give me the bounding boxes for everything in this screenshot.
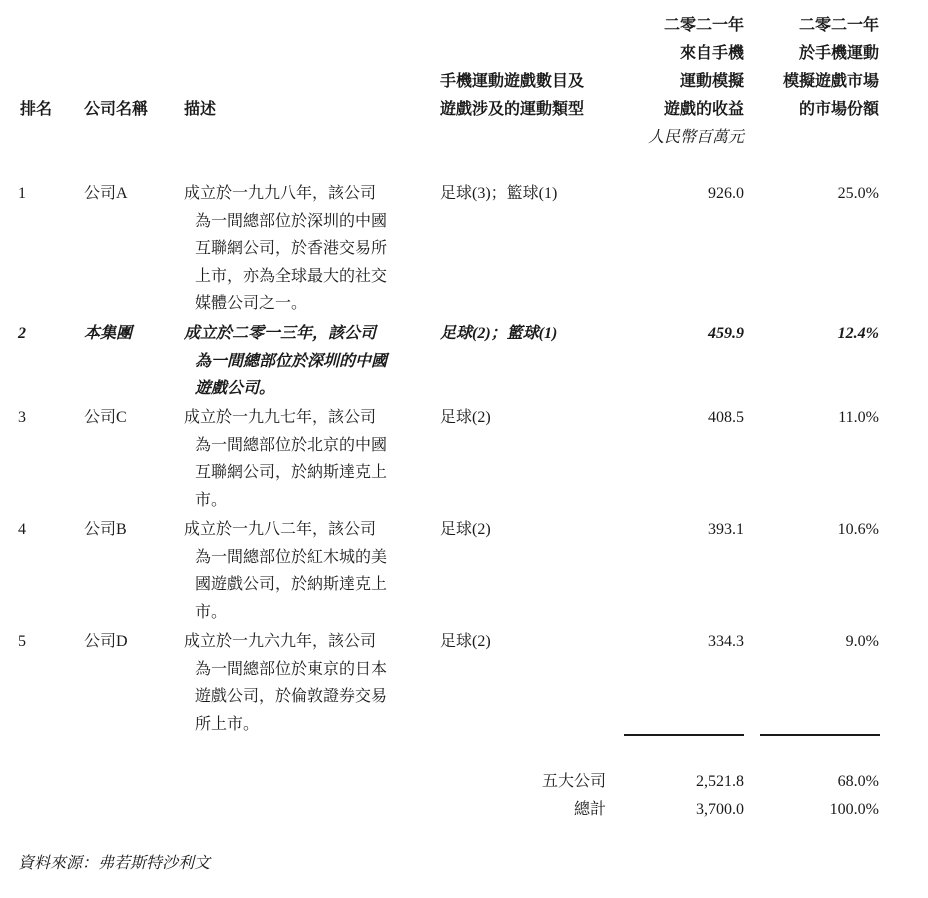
revenue-cell: 334.3	[708, 633, 744, 650]
games-cell: 足球(2)	[440, 633, 491, 650]
revenue-cell: 926.0	[708, 185, 744, 202]
description-line: 互聯網公司，於納斯達克上	[195, 464, 388, 481]
description-line: 所上市。	[195, 715, 260, 733]
totals-share: 100.0%	[829, 801, 879, 818]
total-rule-share	[760, 734, 880, 736]
header-revenue-unit: 人民幣百萬元	[647, 129, 744, 146]
share-cell: 12.4%	[837, 325, 879, 342]
company-cell: 公司D	[84, 633, 128, 650]
totals-label: 總計	[573, 801, 606, 818]
totals-revenue: 3,700.0	[696, 801, 744, 818]
games-cell: 足球(2)；籃球(1)	[440, 325, 558, 342]
rank-cell: 4	[18, 521, 26, 538]
share-cell: 9.0%	[845, 633, 879, 650]
description-cell	[184, 320, 434, 403]
description-line: 為一間總部位於深圳的中國	[195, 352, 388, 370]
header-revenue	[648, 12, 744, 152]
description-line: 遊戲公司，於倫敦證券交易	[195, 688, 388, 705]
header-games	[440, 68, 584, 124]
totals-share: 68.0%	[837, 773, 879, 790]
header-description: 描述	[184, 101, 217, 118]
header-revenue-line: 運動模擬	[679, 73, 744, 90]
description-line: 互聯網公司，於香港交易所	[195, 240, 388, 257]
totals-revenue: 2,521.8	[696, 773, 744, 790]
rank-cell: 2	[18, 325, 26, 342]
share-cell: 25.0%	[837, 185, 879, 202]
total-rule-revenue	[624, 734, 744, 736]
share-cell: 11.0%	[838, 409, 879, 426]
description-line: 市。	[195, 491, 228, 509]
rank-cell: 5	[18, 633, 26, 650]
header-share	[783, 12, 879, 124]
description-line: 成立於二零一三年，該公司	[184, 325, 377, 342]
header-share-line: 的市場份額	[798, 101, 879, 118]
revenue-cell: 408.5	[708, 409, 744, 426]
header-company: 公司名稱	[84, 101, 149, 118]
revenue-cell: 393.1	[708, 521, 744, 538]
header-games-line: 遊戲涉及的運動類型	[440, 101, 585, 118]
description-line: 成立於一九九七年，該公司	[184, 409, 377, 426]
header-games-line: 手機運動遊戲數目及	[440, 73, 585, 90]
description-line: 媒體公司之一。	[195, 295, 308, 312]
description-line: 成立於一九八二年，該公司	[184, 521, 377, 538]
description-cell	[184, 180, 434, 318]
description-line: 上市，亦為全球最大的社交	[195, 267, 388, 285]
description-cell	[184, 628, 434, 738]
rank-cell: 3	[18, 409, 26, 426]
revenue-cell: 459.9	[708, 325, 744, 342]
description-line: 國遊戲公司，於納斯達克上	[195, 576, 388, 593]
description-cell	[184, 516, 434, 626]
company-cell: 本集團	[84, 325, 133, 342]
company-cell: 公司C	[84, 409, 127, 426]
description-line: 市。	[195, 603, 228, 621]
share-cell: 10.6%	[837, 521, 879, 538]
description-line: 為一間總部位於東京的日本	[195, 660, 388, 678]
description-cell	[184, 404, 434, 514]
header-rank: 排名	[20, 101, 53, 118]
totals-label: 五大公司	[541, 773, 606, 790]
rank-cell: 1	[18, 185, 26, 202]
games-cell: 足球(2)	[440, 409, 491, 426]
description-line: 為一間總部位於深圳的中國	[195, 212, 388, 230]
source-note: 資料來源：弗若斯特沙利文	[18, 855, 211, 872]
company-cell: 公司B	[84, 521, 127, 538]
description-line: 遊戲公司。	[195, 380, 276, 397]
description-line: 為一間總部位於北京的中國	[195, 436, 388, 454]
games-cell: 足球(2)	[440, 521, 491, 538]
games-cell: 足球(3)；籃球(1)	[440, 185, 558, 202]
header-share-line: 模擬遊戲市場	[782, 73, 879, 90]
description-line: 為一間總部位於紅木城的美	[195, 548, 388, 566]
header-share-line: 於手機運動	[798, 45, 879, 62]
company-cell: 公司A	[84, 185, 128, 202]
description-line: 成立於一九九八年，該公司	[184, 185, 377, 202]
header-share-line: 二零二一年	[798, 17, 879, 34]
header-revenue-line: 遊戲的收益	[663, 101, 744, 118]
header-revenue-line: 二零二一年	[663, 17, 744, 34]
header-revenue-line: 來自手機	[679, 45, 744, 62]
description-line: 成立於一九六九年，該公司	[184, 633, 377, 650]
